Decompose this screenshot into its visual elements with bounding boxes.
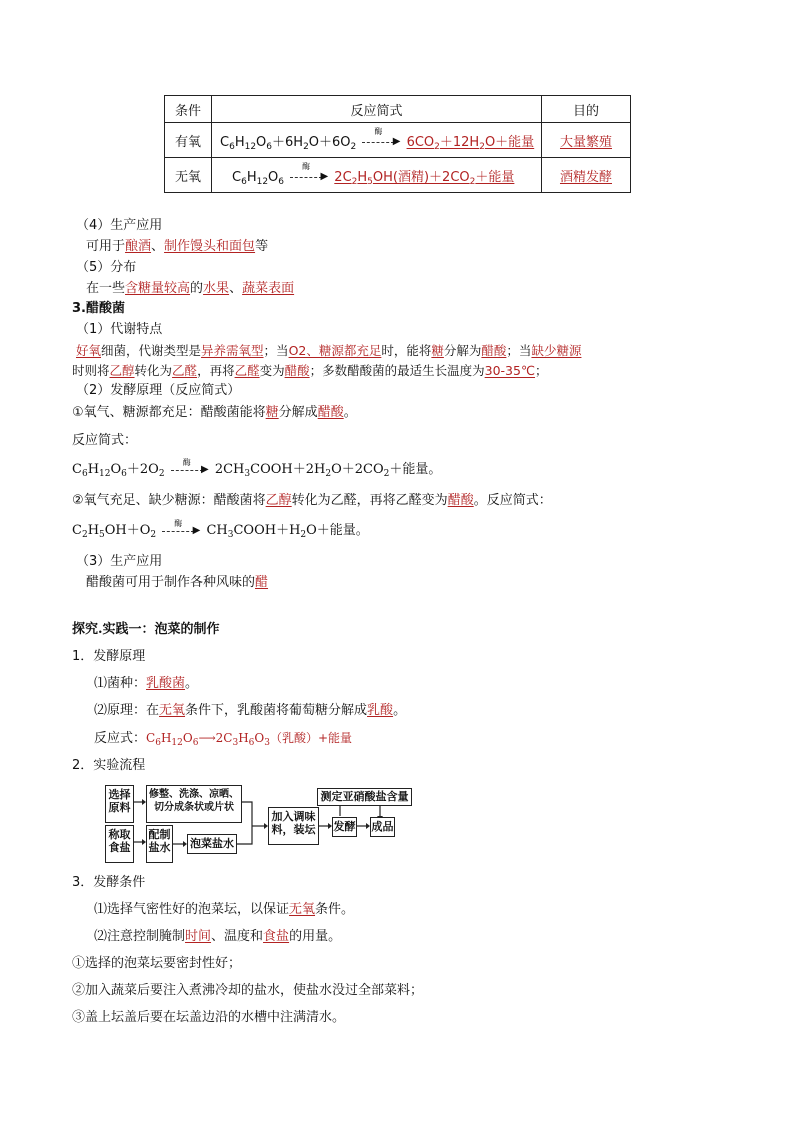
enzyme-arrow-icon: 酶 ▶ <box>290 171 328 183</box>
reaction-line: 反应式：$C_6H_{12}O_6⟶2C_3H_6O_3$（乳酸）+能量 <box>94 731 353 748</box>
explore-h3: 3．发酵条件 <box>72 875 146 890</box>
cell-purpose: 酒精发酵 <box>542 158 631 193</box>
condition-2: ⑵注意控制腌制时间、温度和食盐的用量。 <box>94 929 342 944</box>
explore-h1: 1．发酵原理 <box>72 649 146 664</box>
enzyme-arrow-icon: 酶 ▶ <box>171 464 209 476</box>
sub-3-title: （3）生产应用 <box>76 554 163 569</box>
section-4-text: 可用于酿酒、制作馒头和面包等 <box>86 239 269 254</box>
explore-heading: 探究.实践一：泡菜的制作 <box>72 622 220 637</box>
cell-purpose: 大量繁殖 <box>542 123 631 158</box>
equation-right: $6CO_2+12H_2O+$能量 <box>406 134 535 152</box>
equation-right: $2C_2H_5OH$(酒精)$+2CO_2+$能量 <box>334 169 515 187</box>
principle-line: ⑵原理：在无氧条件下，乳酸菌将葡萄糖分解成乳酸。 <box>94 703 407 718</box>
strain-line: ⑴菌种：乳酸菌。 <box>94 676 199 691</box>
acetic-equation-1: $C_6H_{12}O_6+2O_2$ 酶 ▶ $2CH_3COOH+2H_2O+2CO_2+$能量。 <box>72 457 442 479</box>
flow-box-prepare-brine: 配制盐水 <box>146 825 173 863</box>
enzyme-arrow-icon: 酶 ▶ <box>362 136 400 148</box>
principle-1: ①氧气、糖源都充足：醋酸菌能将糖分解成醋酸。 <box>72 405 357 420</box>
application-text: 醋酸菌可用于制作各种风味的醋 <box>86 575 269 590</box>
note-1: ①选择的泡菜坛要密封性好； <box>72 956 242 971</box>
equation-left: $C_6H_{12}O_6$ <box>232 169 285 187</box>
section-5-text: 在一些含糖量较高的水果、蔬菜表面 <box>86 281 295 296</box>
flow-box-ferment: 发酵 <box>332 817 357 837</box>
cell-condition: 无氧 <box>165 158 212 193</box>
lactic-equation: $C_6H_{12}O_6⟶2C_3H_6O_3$（乳酸）+能量 <box>146 731 353 748</box>
metabolism-line-1: 好氧细菌，代谢类型是异养需氧型；当O2、糖源都充足时，能将糖分解为醋酸；当缺少糖源 <box>76 343 582 358</box>
explore-h2: 2．实验流程 <box>72 758 146 773</box>
flow-box-measure-nitrite: 测定亚硝酸盐含量 <box>317 788 412 806</box>
flow-box-add-seasoning: 加入调味料，装坛 <box>268 807 319 845</box>
sub-1-title: （1）代谢特点 <box>76 322 163 337</box>
section-4-title: （4）生产应用 <box>76 218 163 233</box>
principle-2: ②氧气充足、缺少糖源：醋酸菌将乙醇转化为乙醛，再将乙醛变为醋酸。反应简式： <box>72 493 552 508</box>
header-equation: 反应简式 <box>212 96 542 123</box>
flow-box-select-material: 选择原料 <box>105 785 134 823</box>
equation-label: 反应简式： <box>72 433 138 448</box>
metabolism-line-2: 时则将乙醇转化为乙醛，再将乙醛变为醋酸；多数醋酸菌的最适生长温度为30-35℃； <box>72 363 548 378</box>
header-condition: 条件 <box>165 96 212 123</box>
flow-box-weigh-salt: 称取食盐 <box>105 825 134 863</box>
section-5-title: （5）分布 <box>76 260 137 275</box>
section-3-heading: 3.醋酸菌 <box>72 301 125 316</box>
condition-1: ⑴选择气密性好的泡菜坛，以保证无氧条件。 <box>94 902 355 917</box>
flow-box-trim-wash: 修整、洗涤、凉晒、切分成条状或片状 <box>146 785 242 823</box>
flow-box-product: 成品 <box>370 817 395 837</box>
acetic-equation-2: $C_2H_5OH+O_2$ 酶 ▶ $CH_3COOH+H_2O+$能量。 <box>72 518 369 540</box>
equation-left: $C_6H_{12}O_6+6H_2O+6O_2$ <box>220 134 357 152</box>
flow-box-pickle-brine: 泡菜盐水 <box>187 834 237 854</box>
header-purpose: 目的 <box>542 96 631 123</box>
note-3: ③盖上坛盖后要在坛盖边沿的水槽中注满清水。 <box>72 1010 346 1025</box>
enzyme-arrow-icon: 酶 ▶ <box>162 525 200 537</box>
note-2: ②加入蔬菜后要注入煮沸冷却的盐水，使盐水没过全部菜料； <box>72 983 424 998</box>
sub-2-title: （2）发酵原理（反应简式） <box>76 383 241 398</box>
cell-condition: 有氧 <box>165 123 212 158</box>
